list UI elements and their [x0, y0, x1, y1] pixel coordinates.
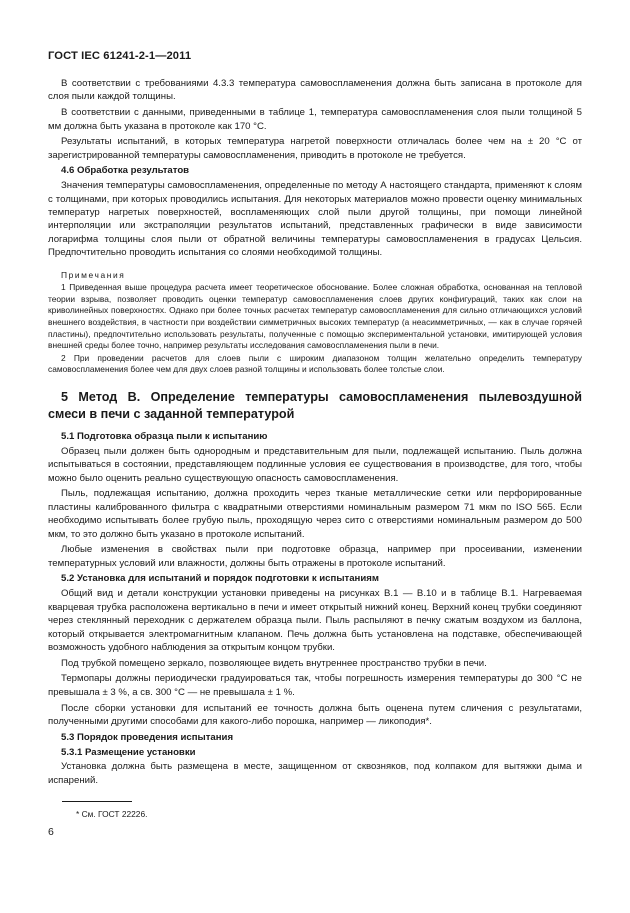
- paragraph: В соответствии с требованиями 4.3.3 температура самовоспламенения должна быть записана в протоколе для слоя пыли каждой толщины.: [48, 78, 582, 103]
- paragraph: В соответствии с данными, приведенными в таблице 1, температура самовоспламенения слоя пыли толщиной 5 мм должна быть указана в протоколе как 170 °С.: [48, 107, 582, 132]
- notes-heading: Примечания: [61, 269, 126, 280]
- subsection-heading: 5.3.1 Размещение установки: [61, 746, 196, 758]
- subsection-heading: 5.3 Порядок проведения испытания: [61, 731, 234, 743]
- subsection-heading: 5.2 Установка для испытаний и порядок подготовки к испытаниям: [61, 573, 379, 585]
- note: 1 Приведенная выше процедура расчета имеет теоретическое обоснование. Более сложная обработка, основанная на тепловой теории взрыва, позволяет проводить оценки температур самовоспламенения слоев других конфигураций, таких как слои на криволинейных поверхностях. Однако при более точных расчетах температур самовоспламенения для сильно отличающихся условий внешнего воздействия, в частности при воздействии симметричных высоких температур (а неасимметричных, — как в случае горячей пластины), предпочтительно использовать результаты, полученные с помощью экспериментальной установки, имитирующей условия внешней среды более точно, например результаты исследования самовоспламенения пыли в печи.: [48, 282, 582, 351]
- paragraph: Под трубкой помещено зеркало, позволяющее видеть внутреннее пространство трубки в печи.: [61, 657, 487, 669]
- footnote-divider: [62, 801, 132, 802]
- note: 2 При проведении расчетов для слоев пыли с широким диапазоном толщин желательно определить температуру самовоспламенения более чем для двух слоев разной толщины и использовать более толстые слои.: [48, 352, 582, 375]
- paragraph: Общий вид и детали конструкции установки приведены на рисунках В.1 — В.10 и в таблице В.1. Нагреваемая кварцевая трубка расположена вертикально в печи и имеет открытый нижний конец. Верхний конец трубки соединяют через стеклянный переходник с держателем образца пыли. Пыль распыляют в печку сжатым воздухом из баллона, который открывается электромагнитным клапаном. Печь должна быть установлена на подставке, обеспечивающей возможность удобного наблюдения за открытым концом трубки.: [48, 588, 582, 653]
- paragraph: Результаты испытаний, в которых температура нагретой поверхности отличалась более чем на ± 20 °С от зарегистрированной температуры самовоспламенения, приводить в протоколе не требуется.: [48, 136, 582, 161]
- section-heading: 5 Метод В. Определение температуры самовоспламенения пылевоздушной смеси в печи с заданной температурой: [48, 390, 582, 421]
- subsection-heading: 4.6 Обработка результатов: [61, 165, 190, 177]
- subsection-heading: 5.1 Подготовка образца пыли к испытанию: [61, 431, 268, 443]
- page-number: 6: [48, 826, 54, 838]
- page-header: ГОСТ IEC 61241-2-1—2011: [48, 50, 192, 62]
- paragraph: Любые изменения в свойствах пыли при подготовке образца, например при просеивании, изменении температурных условий или влажности, должны быть отражены в протоколе испытаний.: [48, 544, 582, 569]
- footnote: * См. ГОСТ 22226.: [76, 809, 148, 819]
- paragraph: Образец пыли должен быть однородным и представительным для пыли, подлежащей испытанию. Пыль должна испытываться в состоянии, представляющем подлинные условия ее существования в производстве, для того, чтобы можно было оценить реально существующую опасность самовоспламенения.: [48, 445, 582, 484]
- paragraph: Пыль, подлежащая испытанию, должна проходить через тканые металлические сетки или перфорированные пластины калиброванного фильтра с квадратными отверстиями номинальным размером 71 мкм по ISO 565. Если необходимо испытывать более грубую пыль, проходящую через сито с отверстиями номинальным размером до 500 мкм, то это должно быть указано в протоколе испытаний.: [48, 488, 582, 540]
- paragraph: Установка должна быть размещена в месте, защищенном от сквозняков, под колпаком для вытяжки дыма и испарений.: [48, 761, 582, 786]
- body-text: [48, 77, 582, 790]
- paragraph: После сборки установки для испытаний ее точность должна быть оценена путем сличения с результатами, полученными другими способами для какого-либо порошка, например — ликоподия*.: [48, 702, 582, 727]
- paragraph: Термопары должны периодически градуироваться так, чтобы погрешность измерения температуры до 300 °С не превышала ± 3 %, а св. 300 °С — не превышала ± 1 %.: [48, 673, 582, 698]
- paragraph: Значения температуры самовоспламенения, определенные по методу А настоящего стандарта, применяют к слоям с толщинами, при которых проводились испытания. Для некоторых материалов можно провести оценку минимальных температур нагретых поверхностей, воспламеняющих слой пыли другой толщины, при помощи линейной интерполяции или экстраполяции результатов испытаний, представленных графически в виде зависимости логарифма толщины слоя пыли от обратной величины температуры самовоспламенения в градусах Цельсия. Предпочтительно проводить испытания со слоями необходимой толщины.: [48, 180, 582, 259]
